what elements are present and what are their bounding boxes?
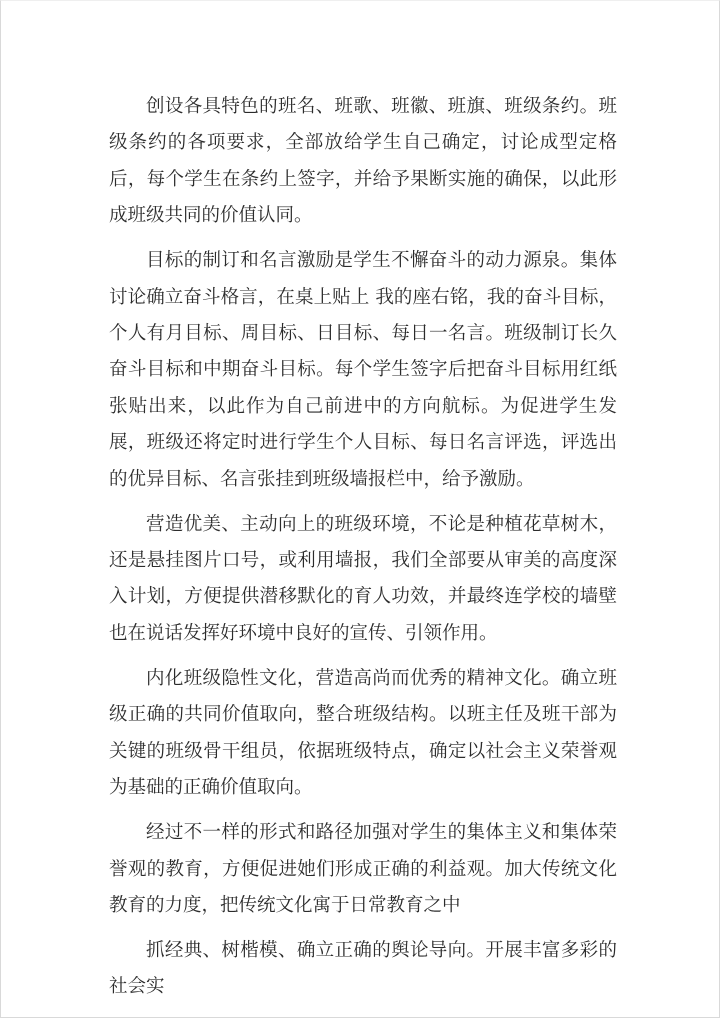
document-body	[109, 89, 617, 1014]
paragraph-goals-mottos: 目标的制订和名言激励是学生不懈奋斗的动力源泉。集体讨论确立奋斗格言，在桌上贴上 我的座右铭，我的奋斗目标，个人有月目标、周目标、日目标、每日一名言。班级制订长久奋斗目标和中期奋斗目标。每个学生签字后把奋斗目标用红纸张贴出来，以此作为自己前进中的方向航标。为促进学生发展，班级还将定时进行学生个人目标、每日名言评选，评选出的优异目标、名言张挂到班级墙报栏中，给予激励。	[109, 250, 617, 490]
paragraph-spiritual-culture: 内化班级隐性文化，营造高尚而优秀的精神文化。确立班级正确的共同价值取向，整合班级结构。以班主任及班干部为关键的班级骨干组员，依据班级特点，确定以社会主义荣誉观为基础的正确价值取向。	[109, 667, 617, 799]
paragraph-collective-education: 经过不一样的形式和路径加强对学生的集体主义和集体荣誉观的教育，方便促进她们形成正确的利益观。加大传统文化教育的力度，把传统文化寓于日常教育之中	[109, 822, 617, 916]
paragraph-classics-role-models: 抓经典、树楷模、确立正确的舆论导向。开展丰富多彩的社会实	[109, 939, 617, 998]
paragraph-class-identity: 创设各具特色的班名、班歌、班徽、班旗、班级条约。班级条约的各项要求，全部放给学生自己确定，讨论成型定格后，每个学生在条约上签字，并给予果断实施的确保，以此形成班级共同的价值认同。	[109, 96, 617, 227]
paragraph-class-environment: 营造优美、主动向上的班级环境，不论是种植花草树木，还是悬挂图片口号，或利用墙报，我们全部要从审美的高度深入计划，方便提供潜移默化的育人功效，并最终连学校的墙壁也在说话发挥好环境中良好的宣传、引领作用。	[109, 513, 617, 644]
